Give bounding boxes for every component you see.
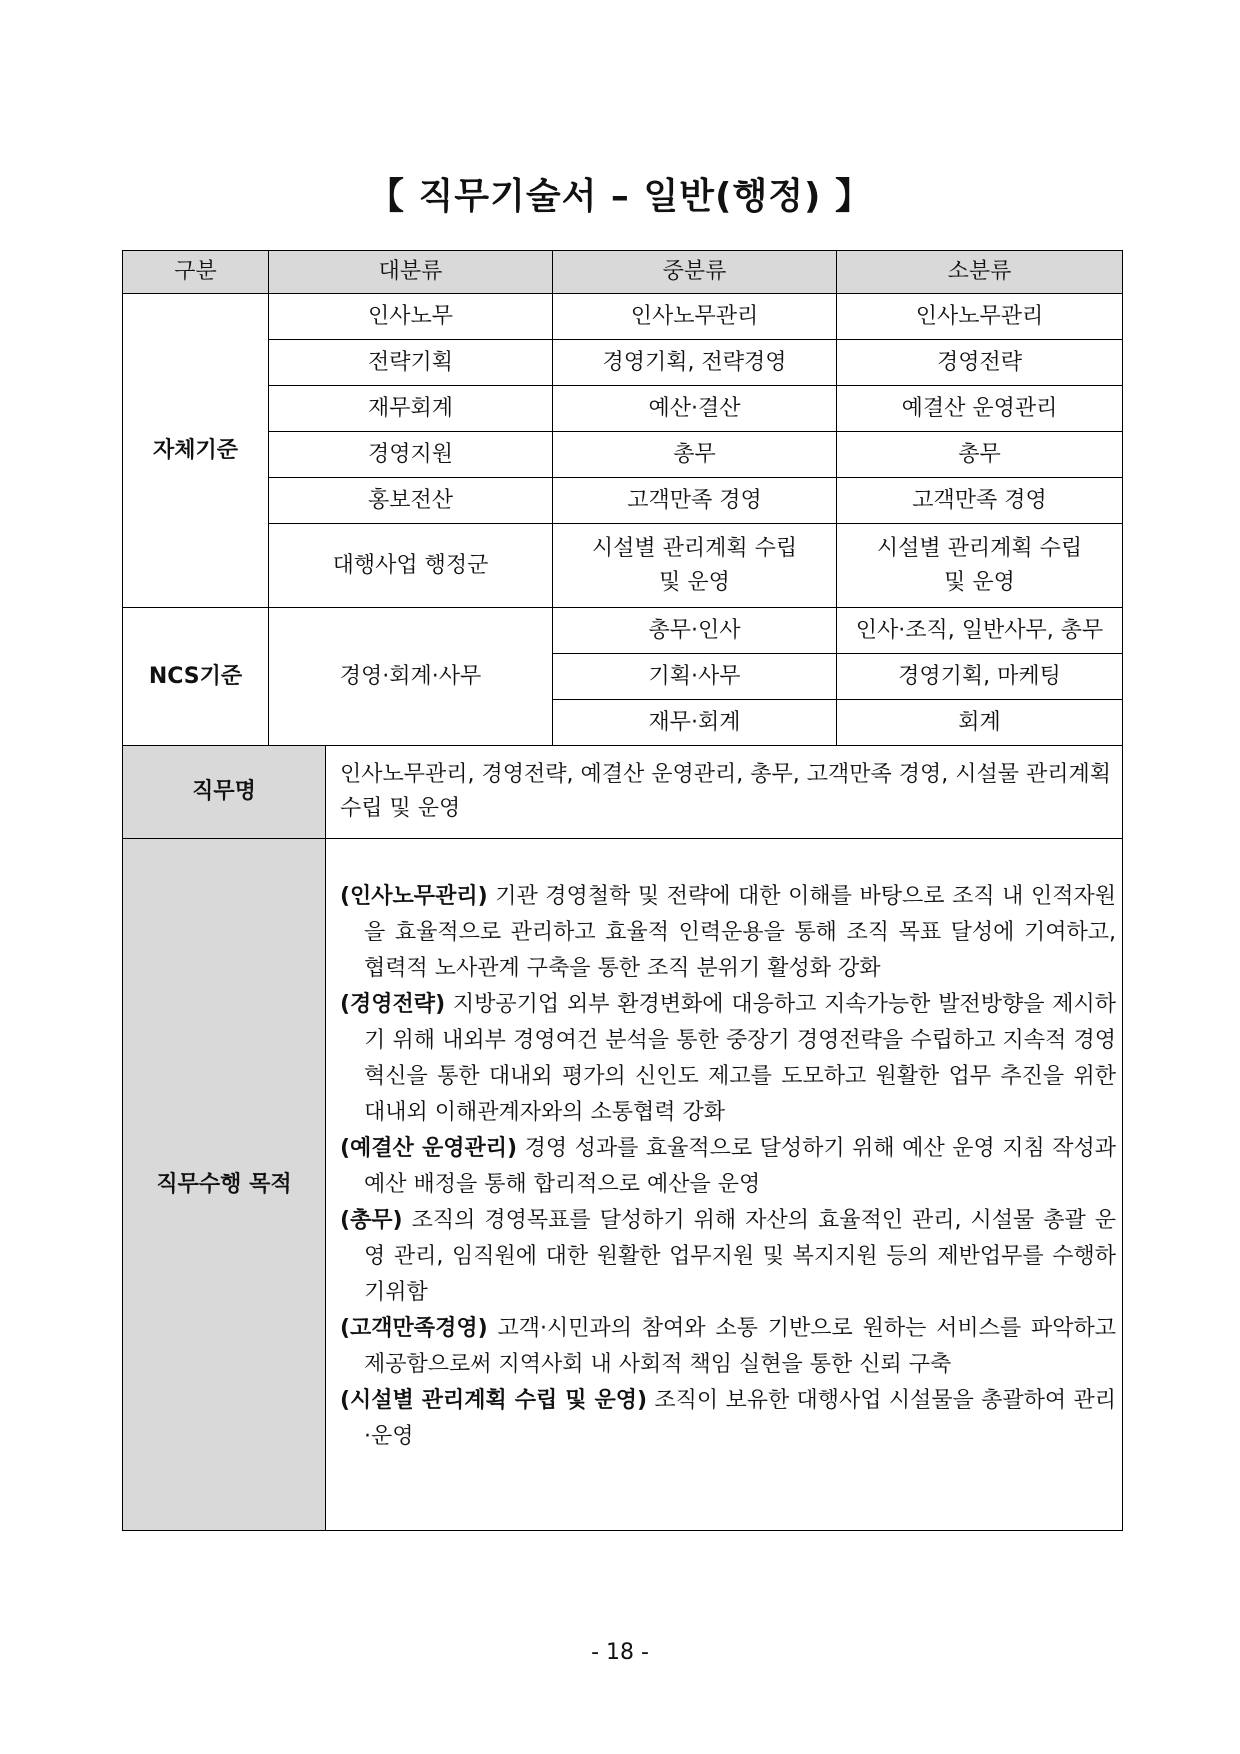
major-cell: 인사노무	[269, 294, 553, 340]
minor-cell: 회계	[837, 700, 1123, 746]
purpose-item-text: 조직이 보유한 대행사업 시설물을 총괄하여 관리·운영	[364, 1388, 1116, 1449]
middle-cell-line: 시설별 관리계획 수립	[591, 535, 798, 561]
minor-cell: 인사노무관리	[837, 294, 1123, 340]
job-name-value: 인사노무관리, 경영전략, 예결산 운영관리, 총무, 고객만족 경영, 시설물 관리계획 수립 및 운영	[326, 746, 1123, 839]
job-purpose-label: 직무수행 목적	[123, 839, 326, 1531]
minor-cell: 고객만족 경영	[837, 478, 1123, 524]
header-major: 대분류	[269, 251, 553, 294]
purpose-item	[340, 1203, 1116, 1311]
purpose-item	[340, 1311, 1116, 1383]
header-middle: 중분류	[553, 251, 837, 294]
purpose-item	[340, 879, 1116, 987]
middle-cell	[553, 524, 837, 608]
major-cell: 홍보전산	[269, 478, 553, 524]
major-cell: 대행사업 행정군	[269, 524, 553, 608]
table-row	[123, 608, 1123, 654]
table-row	[123, 432, 1123, 478]
header-row	[123, 251, 1123, 294]
table-row	[123, 478, 1123, 524]
purpose-item-title: (경영전략)	[340, 992, 446, 1017]
middle-cell-line: 및 운영	[659, 569, 730, 595]
middle-cell: 경영기획, 전략경영	[553, 340, 837, 386]
purpose-item-text: 고객·시민과의 참여와 소통 기반으로 원하는 서비스를 파악하고 제공함으로써 지역사회 내 사회적 책임 실현을 통한 신뢰 구축	[364, 1316, 1117, 1377]
purpose-item-text: 지방공기업 외부 환경변화에 대응하고 지속가능한 발전방향을 제시하기 위해 내외부 경영여건 분석을 통한 중장기 경영전략을 수립하고 지속적 경영혁신을 통한 대내외 평가의 신인도 제고를 도모하고 원활한 업무 추진을 위한 대내외 이해관계자와의 소통협력 강화	[364, 992, 1117, 1125]
job-purpose-content	[326, 839, 1123, 1531]
job-description-table	[122, 250, 1123, 1531]
middle-cell: 예산·결산	[553, 386, 837, 432]
table-row	[123, 294, 1123, 340]
table-row	[123, 386, 1123, 432]
minor-cell: 총무	[837, 432, 1123, 478]
own-standard-label: 자체기준	[123, 294, 269, 608]
document-title: 【 직무기술서 – 일반(행정) 】	[367, 176, 873, 217]
purpose-item-text: 경영 성과를 효율적으로 달성하기 위해 예산 운영 지침 작성과 예산 배정을 통해 합리적으로 예산을 운영	[364, 1136, 1116, 1197]
purpose-item-title: (총무)	[340, 1208, 403, 1233]
middle-cell: 기획·사무	[553, 654, 837, 700]
job-name-row	[123, 746, 1123, 839]
minor-cell: 인사·조직, 일반사무, 총무	[837, 608, 1123, 654]
job-name-label: 직무명	[123, 746, 326, 839]
minor-cell: 예결산 운영관리	[837, 386, 1123, 432]
table-row	[123, 524, 1123, 608]
purpose-item	[340, 1131, 1116, 1203]
purpose-item-title: (인사노무관리)	[340, 884, 488, 909]
job-purpose-row	[123, 839, 1123, 1531]
minor-cell: 경영전략	[837, 340, 1123, 386]
ncs-standard-label: NCS기준	[123, 608, 269, 746]
purpose-item-title: (고객만족경영)	[340, 1316, 488, 1341]
middle-cell: 총무·인사	[553, 608, 837, 654]
minor-cell-line: 및 운영	[944, 569, 1015, 595]
table-row	[123, 340, 1123, 386]
minor-cell: 경영기획, 마케팅	[837, 654, 1123, 700]
header-gubun: 구분	[123, 251, 269, 294]
purpose-item-title: (예결산 운영관리)	[340, 1136, 518, 1161]
middle-cell: 재무·회계	[553, 700, 837, 746]
minor-cell	[837, 524, 1123, 608]
major-cell: 전략기획	[269, 340, 553, 386]
middle-cell: 총무	[553, 432, 837, 478]
major-cell: 재무회계	[269, 386, 553, 432]
purpose-item-title: (시설별 관리계획 수립 및 운영)	[340, 1388, 648, 1413]
ncs-major-cell: 경영·회계·사무	[269, 608, 553, 746]
purpose-item	[340, 1383, 1116, 1455]
middle-cell: 고객만족 경영	[553, 478, 837, 524]
purpose-item-text: 기관 경영철학 및 전략에 대한 이해를 바탕으로 조직 내 인적자원을 효율적으로 관리하고 효율적 인력운용을 통해 조직 목표 달성에 기여하고, 협력적 노사관계 구축을 통한 조직 분위기 활성화 강화	[364, 884, 1117, 981]
purpose-item-text: 조직의 경영목표를 달성하기 위해 자산의 효율적인 관리, 시설물 총괄 운영 관리, 임직원에 대한 원활한 업무지원 및 복지지원 등의 제반업무를 수행하기위함	[364, 1208, 1117, 1305]
minor-cell-line: 시설별 관리계획 수립	[876, 535, 1083, 561]
major-cell: 경영지원	[269, 432, 553, 478]
page-number: - 18 -	[591, 1640, 649, 1665]
middle-cell: 인사노무관리	[553, 294, 837, 340]
purpose-item	[340, 987, 1116, 1131]
header-minor: 소분류	[837, 251, 1123, 294]
